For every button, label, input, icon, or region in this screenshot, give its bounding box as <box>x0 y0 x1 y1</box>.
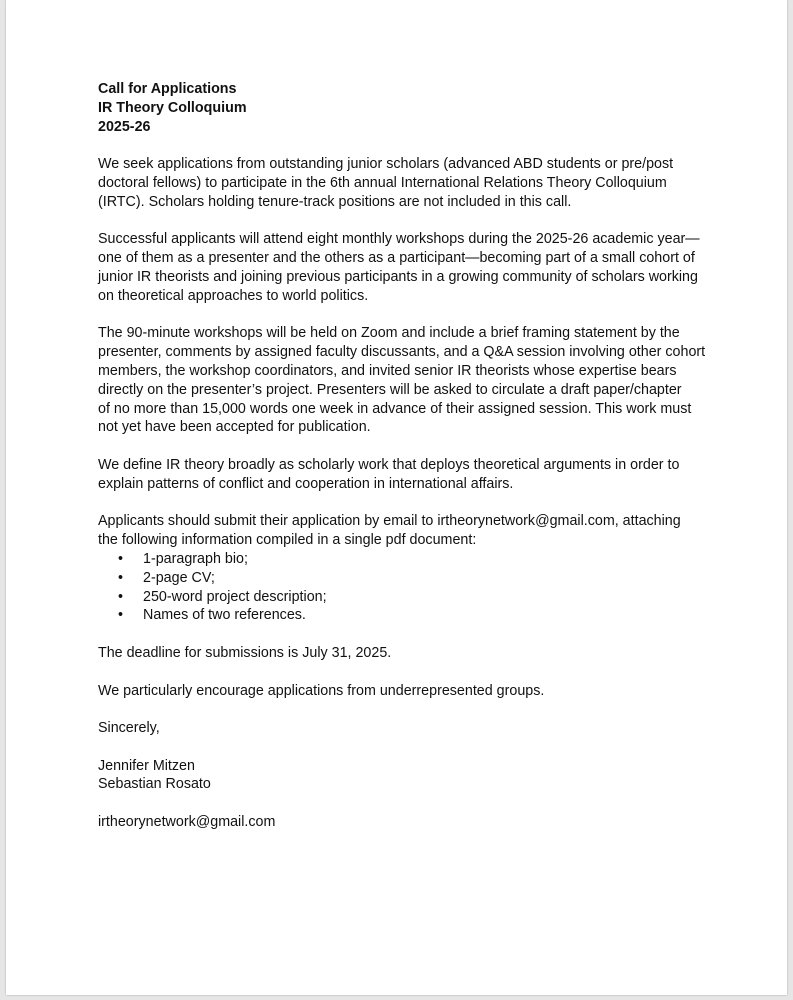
bullet-icon: • <box>118 588 124 605</box>
text-line: doctoral fellows) to participate in the 6th annual International Relations Theory Colloquium <box>98 174 667 191</box>
requirement-text: 250-word project description; <box>143 588 327 605</box>
heading-title: Call for Applications <box>98 81 237 97</box>
text-line: The deadline for submissions is July 31, 2025. <box>98 644 392 661</box>
paragraph-deadline <box>98 644 708 663</box>
requirement-text: Names of two references. <box>143 607 306 624</box>
text-line: explain patterns of conflict and cooperation in international affairs. <box>98 475 514 492</box>
paragraph-workshops <box>98 230 708 305</box>
contact-email <box>98 813 708 832</box>
bullet-icon: • <box>118 607 124 624</box>
text-line: junior IR theorists and joining previous participants in a growing community of scholars working <box>98 268 698 285</box>
list-item <box>118 550 708 569</box>
text-line: directly on the presenter’s project. Presenters will be asked to circulate a draft paper/chapter <box>98 381 682 398</box>
bullet-icon: • <box>118 569 124 586</box>
text-line: The 90-minute workshops will be held on Zoom and include a brief framing statement by the <box>98 325 680 342</box>
letter-heading <box>98 80 708 136</box>
text-line: Successful applicants will attend eight monthly workshops during the 2025-26 academic year— <box>98 231 700 248</box>
text-line: on theoretical approaches to world politics. <box>98 287 369 304</box>
email-text: irtheorynetwork@gmail.com <box>98 814 276 831</box>
document-page <box>6 0 787 995</box>
paragraph-definition <box>98 456 708 494</box>
paragraph-encourage <box>98 682 708 701</box>
list-item <box>118 588 708 607</box>
text-line: We seek applications from outstanding junior scholars (advanced ABD students or pre/post <box>98 156 674 173</box>
requirement-text: 2-page CV; <box>143 569 215 586</box>
text-line: We define IR theory broadly as scholarly work that deploys theoretical arguments in order to <box>98 456 680 473</box>
signatory-name: Jennifer Mitzen <box>98 757 195 774</box>
list-item <box>118 606 708 625</box>
requirements-list <box>98 550 708 625</box>
text-line: We particularly encourage applications from underrepresented groups. <box>98 682 545 699</box>
text-line: not yet have been accepted for publication. <box>98 419 371 436</box>
text-line: members, the workshop coordinators, and invited senior IR theorists whose expertise bears <box>98 362 677 379</box>
text-line: the following information compiled in a single pdf document: <box>98 532 477 549</box>
requirement-text: 1-paragraph bio; <box>143 550 248 567</box>
closing-salutation <box>98 719 708 738</box>
text-line: of no more than 15,000 words one week in advance of their assigned session. This work must <box>98 400 692 417</box>
letter-body <box>98 80 708 851</box>
signatories <box>98 757 708 795</box>
text-line: presenter, comments by assigned faculty discussants, and a Q&A session involving other cohort <box>98 344 706 361</box>
paragraph-format <box>98 324 708 437</box>
list-item <box>118 569 708 588</box>
paragraph-eligibility <box>98 155 708 211</box>
text-line: Sincerely, <box>98 720 160 737</box>
bullet-icon: • <box>118 550 124 567</box>
text-line: Applicants should submit their application by email to irtheorynetwork@gmail.com, attaching <box>98 513 681 530</box>
text-line: one of them as a presenter and the others as a participant—becoming part of a small cohort of <box>98 250 695 267</box>
signatory-name: Sebastian Rosato <box>98 776 211 793</box>
heading-year: 2025-26 <box>98 118 151 135</box>
paragraph-submission <box>98 512 708 550</box>
heading-program: IR Theory Colloquium <box>98 99 247 116</box>
text-line: (IRTC). Scholars holding tenure-track positions are not included in this call. <box>98 193 572 210</box>
